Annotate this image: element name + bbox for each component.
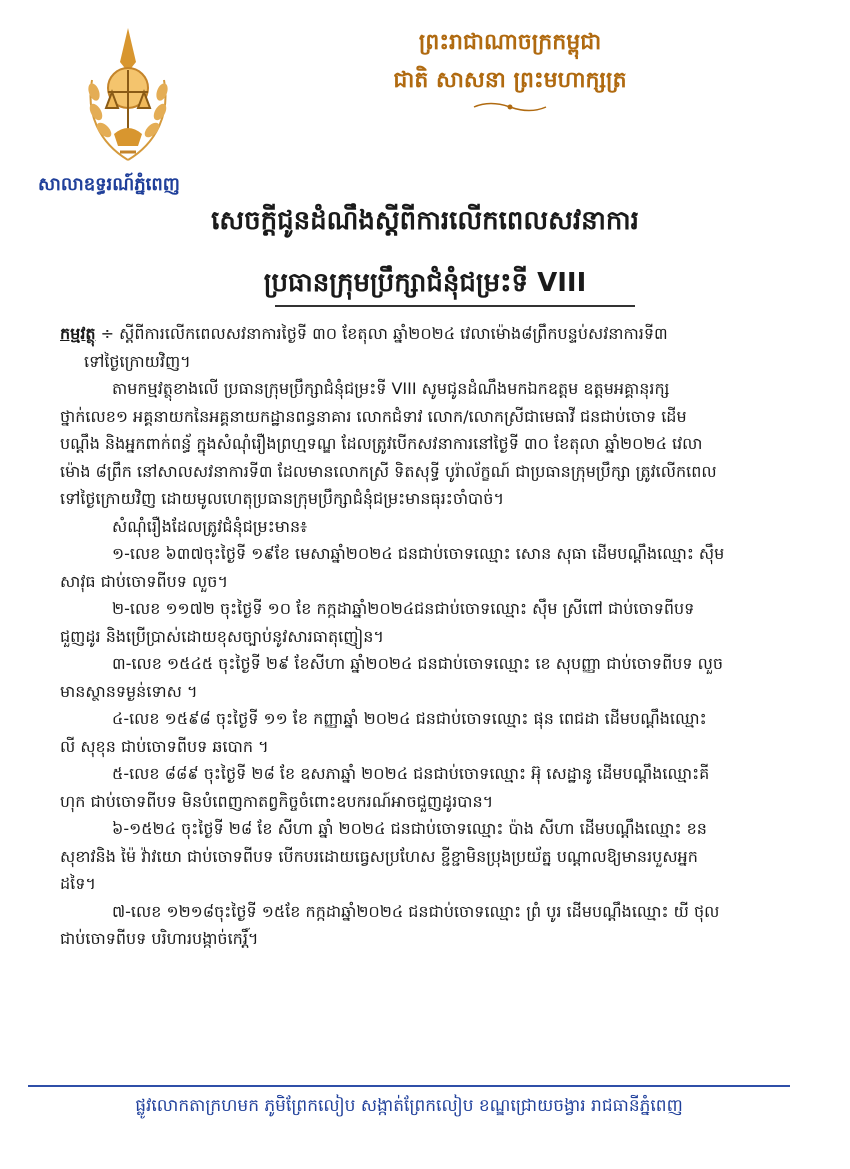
subject-continuation: ទៅថ្ងៃក្រោយវិញ។ bbox=[84, 351, 191, 371]
document-body bbox=[60, 320, 725, 953]
case-item: ៧-លេខ ១២១៨ចុះថ្ងៃទី ១៥ខែ កក្កដាឆ្នាំ២០២៤ ជនជាប់ចោទឈ្មោះ ព្រំ បូរ ដើមបណ្តឹងឈ្មោះ យី ថុល ជាប់ចោទពីបទ បរិហារបង្កាច់កេរ្តិ៍។ bbox=[60, 901, 720, 948]
motto-flourish-ornament bbox=[470, 100, 550, 114]
case-item: ៥-លេខ ៨៨៩ ចុះថ្ងៃទី ២៨ ខែ ឧសភាឆ្នាំ ២០២៤ ជនជាប់ចោទឈ្មោះ អ៊ុ សេដ្ឋានូ ដើមបណ្តឹងឈ្មោះគី ហុក ជាប់ចោទពីបទ មិនបំពេញកាតព្វកិច្ចចំពោះឧបករណ៍អាចជួញដូរបាន។ bbox=[60, 764, 710, 811]
subject-line bbox=[60, 320, 725, 348]
national-motto: ជាតិ សាសនា ព្រះមហាក្សត្រ bbox=[393, 68, 627, 93]
document-subtitle: ប្រធានក្រុមប្រឹក្សាជំនុំជម្រះទី VIII bbox=[263, 268, 587, 298]
footer-address: ផ្លូវលោកតាក្រហមក ភូមិព្រែកលៀប សង្កាត់ព្រែកលៀប ខណ្ឌជ្រោយចង្វារ រាជធានីភ្នំពេញ bbox=[135, 1096, 683, 1116]
case-item: ៤-លេខ ១៥៩៨ ចុះថ្ងៃទី ១១ ខែ កញ្ញាឆ្នាំ ២០២៤ ជនជាប់ចោទឈ្មោះ ផុន ពេជដា ដើមបណ្តឹងឈ្មោះ លី សុខុន ជាប់ចោទពីបទ ឆបោក ។ bbox=[60, 709, 707, 756]
subtitle-underline bbox=[275, 305, 635, 307]
kingdom-name: ព្រះរាជាណាចក្រកម្ពុជា bbox=[418, 30, 602, 55]
court-name: សាលាឧទ្ធរណ៍ភ្នំពេញ bbox=[38, 174, 180, 195]
cases-intro: សំណុំរឿងដែលត្រូវជំនុំជម្រះមាន៖ bbox=[112, 516, 308, 536]
body-paragraph: តាមកម្មវត្ថុខាងលើ ប្រធានក្រុមប្រឹក្សាជំនុំជម្រះទី VIII សូមជូនដំណឹងមកឯកឧត្តម ឧត្តមអគ្គានុរក្សថ្នាក់លេខ១ អគ្គនាយកនៃអគ្គនាយកដ្ឋានពន្ធនាគារ លោកជំទាវ លោក/លោកស្រីជាមេធាវី ជនជាប់ចោទ ដើមបណ្តឹង និងអ្នកពាក់ពន្ធ័ ក្នុងសំណុំរឿងព្រហ្មទណ្ឌ ដែលត្រូវបើកសវនាការនៅថ្ងៃទី ៣០ ខែតុលា ឆ្នាំ២០២៤ វេលាម៉ោង ៨ព្រឹក នៅសាលសវនាការទី៣ ដែលមានលោកស្រី ទិតសុទ្ធី បូរ៉ាល័ក្ខណ៍ ជាប្រធានក្រុមប្រឹក្សា ត្រូវលើកពេលទៅថ្ងៃក្រោយវិញ ដោយមូលហេតុប្រធានក្រុមប្រឹក្សាជំនុំជម្រះមានធុរះចាំបាច់។ bbox=[60, 379, 717, 508]
case-item: ១-លេខ ៦៣៧ចុះថ្ងៃទី ១៩ខែ មេសាឆ្នាំ២០២៤ ជនជាប់ចោទឈ្មោះ សោន សុធា ដើមបណ្តឹងឈ្មោះ ស៊ឹម សាវុធ ជាប់ចោទពីបទ លួច។ bbox=[60, 544, 725, 591]
subject-label: កម្មវត្ថុ bbox=[60, 324, 96, 343]
case-item: ២-លេខ ១១៧២ ចុះថ្ងៃទី ១០ ខែ កក្កដាឆ្នាំ២០២៤ជនជាប់ចោទឈ្មោះ ស៊ឹម ស្រីពៅ ជាប់ចោទពីបទ ជួញដូរ និងប្រើប្រាស់ដោយខុសច្បាប់នូវសារធាតុញៀន។ bbox=[60, 599, 695, 646]
document-title: សេចក្តីជូនដំណឹងស្តីពីការលើកពេលសវនាការ bbox=[211, 206, 639, 236]
case-item: ៦-១៥២៤ ចុះថ្ងៃទី ២៨ ខែ សីហា ឆ្នាំ ២០២៤ ជនជាប់ចោទឈ្មោះ ប៉ាង សីហា ដើមបណ្តឹងឈ្មោះ ខន សុខាវនិង ម៉ៃ វ៉ាវយោ ជាប់ចោទពីបទ បើកបរដោយធ្វេសប្រហែស ខ្ជីខ្ជាមិនប្រុងប្រយ័ត្ន បណ្តាលឱ្យមានរបួសអ្នកដទៃ។ bbox=[60, 819, 707, 893]
case-item: ៣-លេខ ១៥៤៥ ចុះថ្ងៃទី ២៩ ខែសីហា ឆ្នាំ២០២៤ ជនជាប់ចោទឈ្មោះ ខេ សុបញ្ញា ជាប់ចោទពីបទ លួចមានស្ថានទម្ងន់ទោស ។ bbox=[60, 654, 724, 701]
court-emblem-logo bbox=[78, 22, 178, 172]
subject-text: ÷ ស្តីពីការលើកពេលសវនាការថ្ងៃទី ៣០ ខែតុលា ឆ្នាំ២០២៤ វេលាម៉ោង៨ព្រឹកបន្ទប់សវនាការទី៣ bbox=[95, 324, 668, 343]
footer-divider bbox=[28, 1085, 790, 1087]
